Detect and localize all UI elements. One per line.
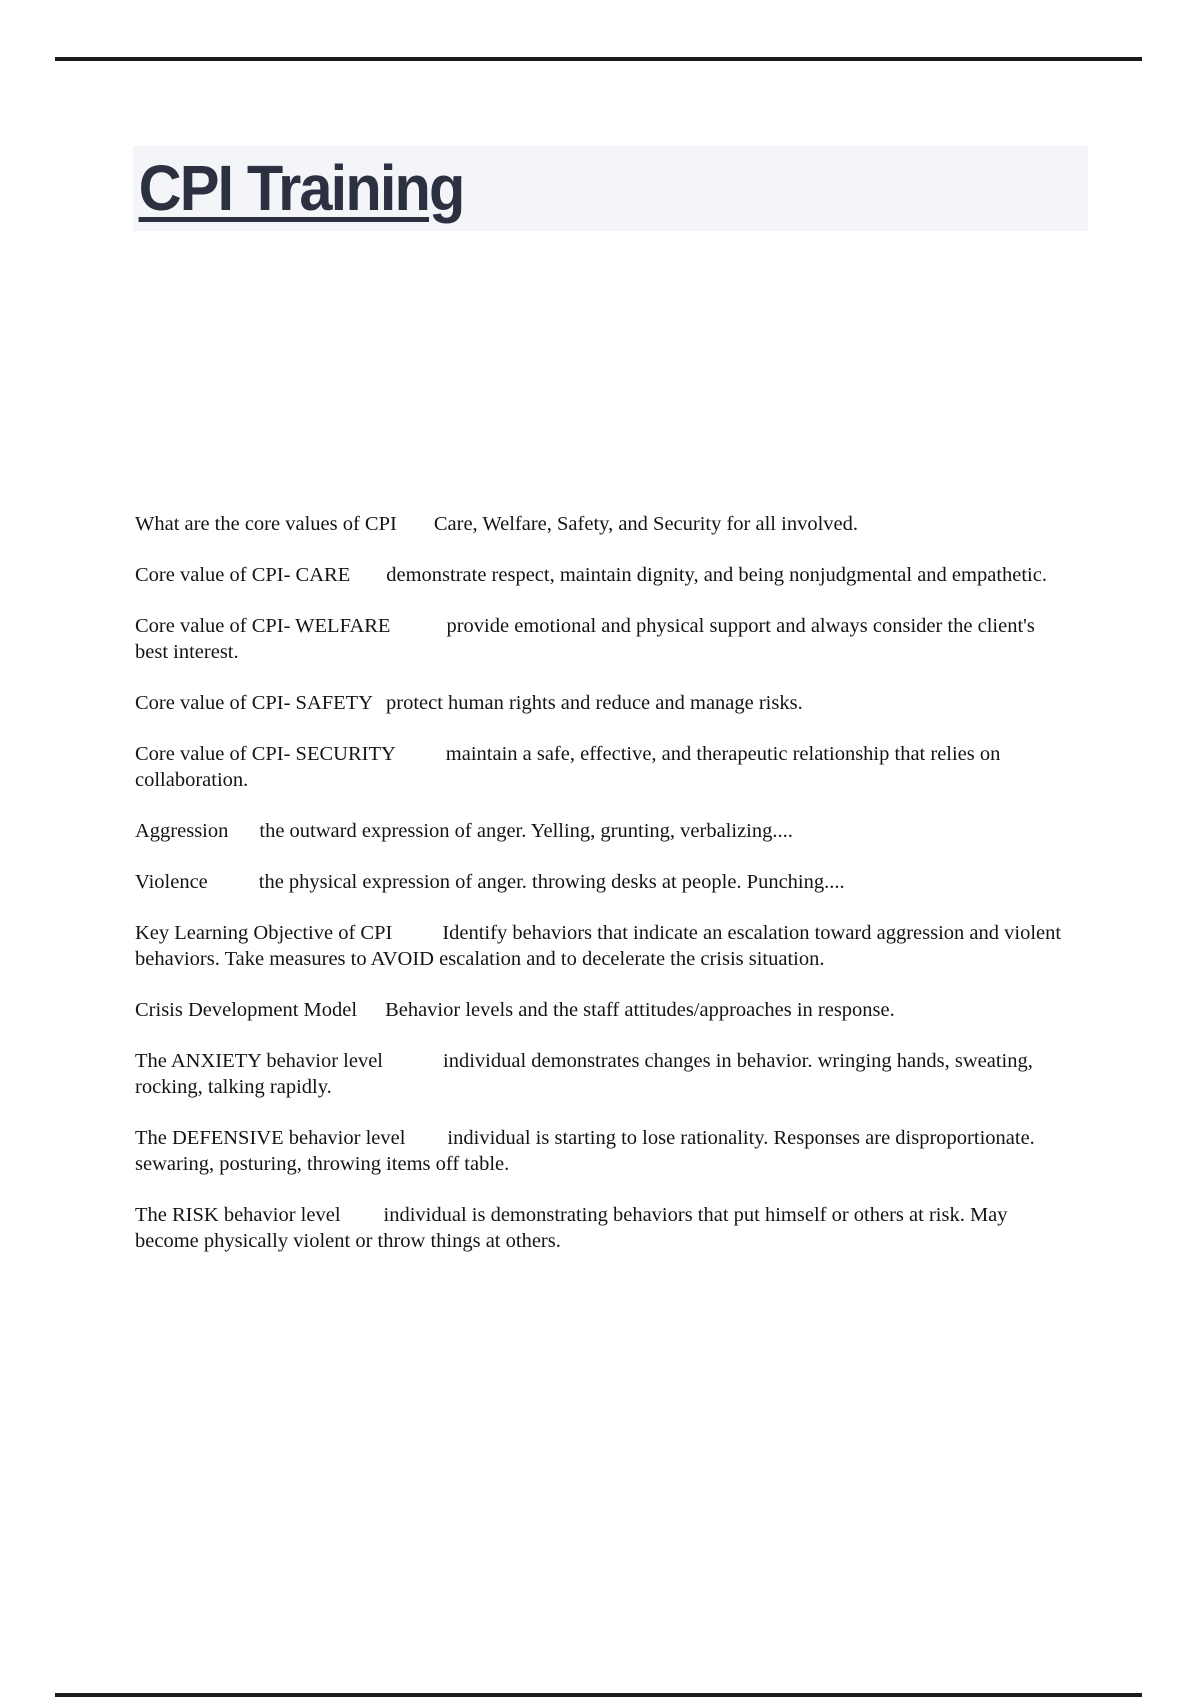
- qa-gap: [383, 1066, 443, 1067]
- qa-item: [135, 613, 1067, 665]
- qa-definition: Behavior levels and the staff attitudes/approaches in response.: [385, 999, 895, 1021]
- qa-gap: [373, 708, 386, 709]
- qa-item: [135, 1125, 1067, 1177]
- qa-definition: Care, Welfare, Safety, and Security for all involved.: [433, 513, 858, 535]
- qa-gap: [390, 631, 446, 632]
- qa-gap: [396, 759, 446, 760]
- title-band: [133, 146, 1088, 231]
- qa-gap: [341, 1220, 384, 1221]
- qa-term: Core value of CPI- SECURITY: [135, 743, 396, 765]
- qa-gap: [397, 529, 434, 530]
- qa-term: Key Learning Objective of CPI: [135, 922, 393, 944]
- qa-definition: protect human rights and reduce and manage risks.: [386, 692, 803, 714]
- qa-definition: Identify behaviors that indicate an escalation toward aggression and violent behaviors. Take measures to AVOID escalation and to decelerate the crisis situation.: [135, 922, 1062, 970]
- qa-definition: demonstrate respect, maintain dignity, and being nonjudgmental and empathetic.: [386, 564, 1047, 586]
- qa-term: Core value of CPI- CARE: [135, 564, 351, 586]
- qa-item: [135, 1202, 1067, 1254]
- qa-term: The ANXIETY behavior level: [135, 1050, 384, 1072]
- qa-gap: [392, 938, 442, 939]
- qa-item: [135, 690, 1067, 716]
- qa-term: Aggression: [135, 820, 229, 842]
- top-rule: [55, 57, 1142, 61]
- qa-gap: [357, 1015, 385, 1016]
- qa-list: [135, 511, 1067, 1279]
- qa-definition: the physical expression of anger. throwing desks at people. Punching....: [258, 871, 845, 893]
- qa-term: Core value of CPI- WELFARE: [135, 615, 391, 637]
- qa-item: [135, 869, 1067, 895]
- qa-definition: individual demonstrates changes in behavior. wringing hands, sweating, rocking, talking rapidly.: [135, 1050, 1033, 1098]
- bottom-rule: [55, 1693, 1142, 1697]
- qa-term: Violence: [135, 871, 208, 893]
- qa-item: [135, 511, 1067, 537]
- qa-gap: [208, 887, 259, 888]
- qa-gap: [228, 836, 259, 837]
- page-title: CPI Training: [138, 152, 464, 224]
- qa-item: [135, 1048, 1067, 1100]
- qa-definition: the outward expression of anger. Yelling, grunting, verbalizing....: [259, 820, 793, 842]
- qa-term: What are the core values of CPI: [135, 513, 397, 535]
- qa-gap: [405, 1143, 447, 1144]
- qa-term: Crisis Development Model: [135, 999, 358, 1021]
- qa-definition: provide emotional and physical support and always consider the client's best interest.: [135, 615, 1035, 663]
- qa-item: [135, 741, 1067, 793]
- qa-definition: individual is starting to lose rationality. Responses are disproportionate. sewaring, posturing, throwing items off table.: [135, 1127, 1035, 1175]
- qa-item: [135, 562, 1067, 588]
- qa-item: [135, 818, 1067, 844]
- qa-definition: individual is demonstrating behaviors that put himself or others at risk. May become physically violent or throw things at others.: [135, 1204, 1008, 1252]
- qa-term: The DEFENSIVE behavior level: [135, 1127, 406, 1149]
- qa-gap: [350, 580, 386, 581]
- qa-item: [135, 997, 1067, 1023]
- qa-term: The RISK behavior level: [135, 1204, 341, 1226]
- qa-item: [135, 920, 1067, 972]
- qa-term: Core value of CPI- SAFETY: [135, 692, 374, 714]
- qa-definition: maintain a safe, effective, and therapeutic relationship that relies on collaboration.: [135, 743, 1001, 791]
